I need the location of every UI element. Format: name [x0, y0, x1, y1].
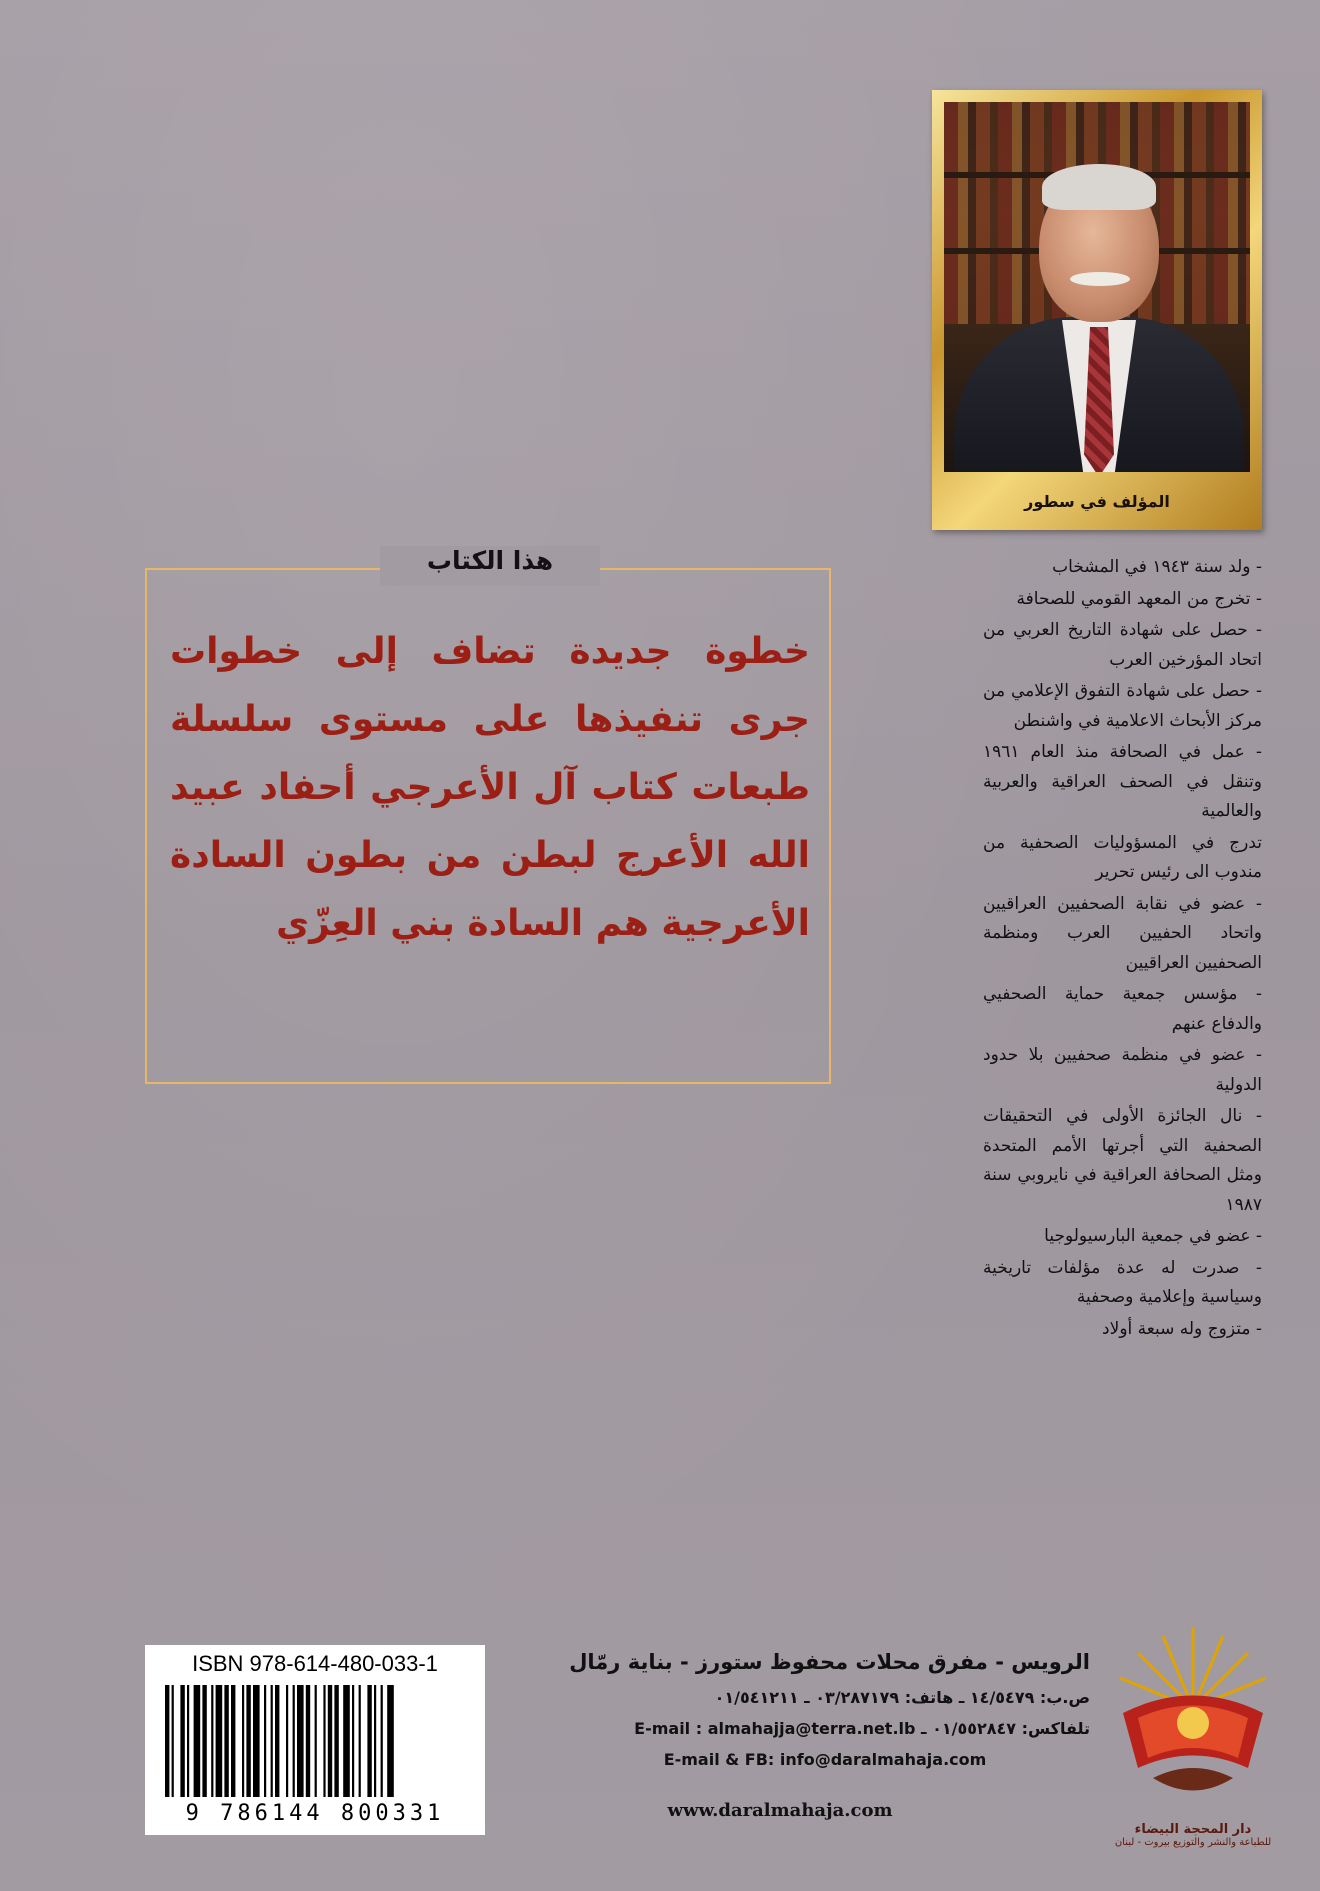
about-book-text: خطوة جديدة تضاف إلى خطوات جرى تنفيذها على مستوى سلسلة طبعات كتاب آل الأعرجي أحفاد عبيد الله الأعرج لبطن من بطون السادة الأعرجية هم السادة بني العِزّي — [170, 631, 810, 944]
publisher-address: الرويس - مفرق محلات محفوظ ستورز - بناية رمّال — [569, 1650, 1090, 1674]
bio-item: - تخرج من المعهد القومي للصحافة — [1016, 588, 1262, 609]
bio-item: - حصل على شهادة التاريخ العربي من اتحاد المؤرخين العرب — [983, 620, 1262, 670]
barcode-digits: 9 786144 800331 — [185, 1801, 445, 1826]
publisher-info — [560, 1650, 1090, 1781]
publisher-phones: ص.ب: ١٤/٥٤٧٩ ـ هاتف: ٠٣/٢٨٧١٧٩ ـ ٠١/٥٤١٢١١ — [714, 1688, 1090, 1707]
barcode-panel — [145, 1645, 485, 1835]
author-photo — [944, 102, 1250, 472]
publisher-fb-email: E-mail & FB: info@daralmahaja.com — [663, 1750, 987, 1769]
publisher-logo-text — [1108, 1822, 1278, 1848]
bio-item: - صدرت له عدة مؤلفات تاريخية وسياسية وإعلامية وصحفية — [983, 1257, 1262, 1307]
bio-item: - نال الجائزة الأولى في التحقيقات الصحفية التي أجرتها الأمم المتحدة ومثل الصحافة العراقية في نايروبي سنة ١٩٨٧ — [983, 1106, 1262, 1215]
bio-item: - عضو في نقابة الصحفيين العراقيين واتحاد الحفيين العرب ومنظمة الصحفيين العراقيين — [983, 893, 1262, 973]
about-book-title: هذا الكتاب — [380, 546, 600, 586]
publisher-logo-icon — [1108, 1618, 1278, 1818]
bio-item: - مؤسس جمعية حماية الصحفيي والدفاع عنهم — [983, 984, 1262, 1034]
bio-item: - عضو في جمعية البارسيولوجيا — [1044, 1226, 1262, 1246]
author-photo-frame — [932, 90, 1262, 530]
bio-item: - عمل في الصحافة منذ العام ١٩٦١ وتنقل في الصحف العراقية والعربية والعالمية — [983, 742, 1262, 821]
barcode-icon — [163, 1685, 468, 1797]
publisher-website: www.daralmahaja.com — [667, 1800, 893, 1821]
publisher-logo-name: دار المحجة البيضاء — [1134, 1822, 1252, 1837]
bio-item: تدرج في المسؤوليات الصحفية من مندوب الى رئيس تحرير — [983, 832, 1262, 882]
publisher-fax-email: تلفاكس: ٠١/٥٥٢٨٤٧ ـ E-mail : almahajja@terra.net.lb — [634, 1719, 1090, 1738]
isbn-label: ISBN 978-614-480-033-1 — [192, 1651, 438, 1676]
bio-item: - متزوج وله سبعة أولاد — [1102, 1318, 1262, 1339]
bio-item: - حصل على شهادة التفوق الإعلامي من مركز الأبحاث الاعلامية في واشنطن — [983, 681, 1262, 731]
bio-item: - عضو في منظمة صحفيين بلا حدود الدولية — [983, 1045, 1262, 1095]
publisher-logo-sub: للطباعة والنشر والتوزيع بيروت - لبنان — [1114, 1837, 1272, 1848]
author-bio-list — [983, 553, 1262, 1346]
author-photo-caption: المؤلف في سطور — [1024, 492, 1170, 511]
bio-item: - ولد سنة ١٩٤٣ في المشخاب — [1052, 557, 1262, 577]
